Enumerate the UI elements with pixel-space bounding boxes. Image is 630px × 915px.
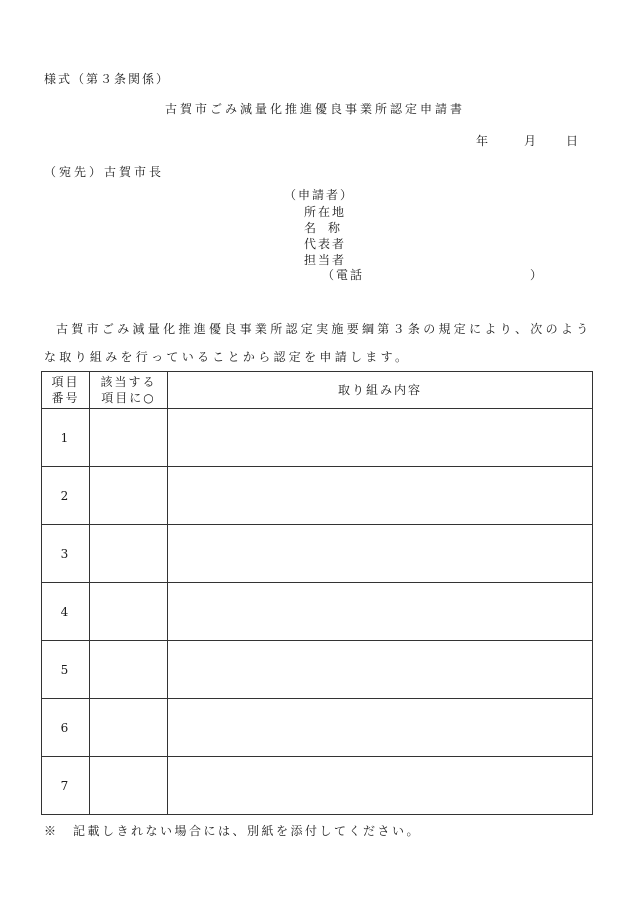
applicable-mark-header-line-2: 項目に○: [101, 391, 156, 405]
applicable-mark-cell[interactable]: [90, 699, 168, 757]
item-number-cell: 6: [42, 699, 90, 757]
content-cell[interactable]: [168, 409, 593, 467]
date-month-label: 月: [524, 134, 539, 148]
date-year-label: 年: [476, 134, 491, 148]
content-cell[interactable]: [168, 525, 593, 583]
table-row: [42, 699, 593, 757]
footnote: ※ 記載しきれない場合には、別紙を添付してください。: [44, 824, 422, 838]
table-row: [42, 757, 593, 815]
item-number-cell: 3: [42, 525, 90, 583]
table-row: [42, 525, 593, 583]
applicant-name-label: 名称: [304, 221, 353, 235]
table-row: [42, 641, 593, 699]
applicant-address-label: 所在地: [304, 205, 347, 219]
applicable-mark-cell[interactable]: [90, 467, 168, 525]
content-cell[interactable]: [168, 641, 593, 699]
table-row: [42, 467, 593, 525]
content-cell[interactable]: [168, 757, 593, 815]
applicable-mark-header-line-1: 該当する: [100, 375, 157, 389]
applicable-mark-cell[interactable]: [90, 583, 168, 641]
item-number-cell: 2: [42, 467, 90, 525]
table-header-row: [42, 372, 593, 409]
content-cell[interactable]: [168, 583, 593, 641]
document-title: 古賀市ごみ減量化推進優良事業所認定申請書: [164, 102, 465, 116]
applicable-mark-cell[interactable]: [90, 525, 168, 583]
content-cell[interactable]: [168, 467, 593, 525]
content-cell[interactable]: [168, 699, 593, 757]
body-text-line-1: 古賀市ごみ減量化推進優良事業所認定実施要綱第３条の規定により、次のよう: [56, 322, 592, 336]
item-number-header: [42, 372, 90, 409]
applicable-mark-header: [90, 372, 168, 409]
date-day-label: 日: [566, 134, 581, 148]
applicable-mark-cell[interactable]: [90, 641, 168, 699]
item-number-cell: 5: [42, 641, 90, 699]
table-row: [42, 583, 593, 641]
item-number-cell: 7: [42, 757, 90, 815]
applicant-representative-label: 代表者: [304, 237, 347, 251]
table-row: [42, 409, 593, 467]
phone-label: （電話: [322, 268, 365, 282]
item-number-header-line-2: 番号: [51, 391, 80, 405]
applicable-mark-cell[interactable]: [90, 757, 168, 815]
addressee: （宛先）古賀市長: [44, 165, 165, 179]
applicant-heading: （申請者）: [284, 188, 355, 202]
initiatives-table: [41, 371, 593, 815]
applicant-contact-label: 担当者: [304, 253, 347, 267]
phone-close-paren: ）: [530, 268, 545, 282]
item-number-cell: 4: [42, 583, 90, 641]
form-label: 様式（第３条関係）: [44, 72, 171, 86]
applicable-mark-cell[interactable]: [90, 409, 168, 467]
item-number-header-line-1: 項目: [51, 375, 80, 389]
body-text-line-2: な取り組みを行っていることから認定を申請します。: [44, 350, 411, 364]
item-number-cell: 1: [42, 409, 90, 467]
content-header: 取り組み内容: [168, 372, 593, 409]
